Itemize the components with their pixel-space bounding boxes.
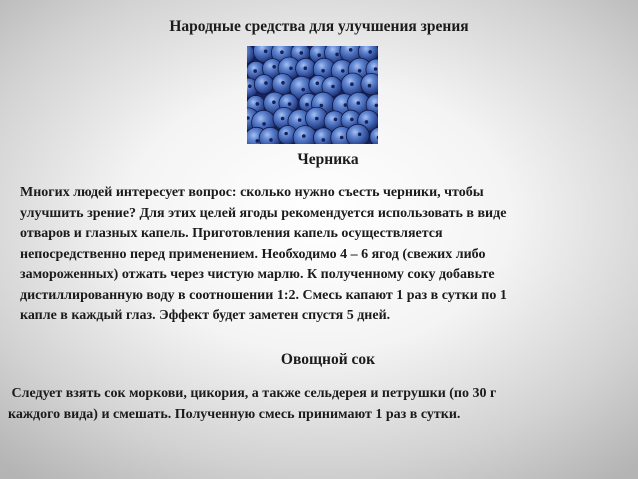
paragraph-line: Многих людей интересует вопрос: сколько нужно съесть черники, чтобы <box>20 185 484 200</box>
vegetable-juice-paragraph <box>8 384 496 425</box>
paragraph-line: замороженных) отжать через чистую марлю. К полученному соку добавьте <box>20 267 495 282</box>
paragraph-line: отваров и глазных капель. Приготовления капель осуществляется <box>20 226 443 241</box>
blueberry <box>254 75 273 94</box>
section-heading-vegetable-juice: Овощной сок <box>280 351 376 368</box>
section-heading-blueberry: Черника <box>297 151 359 168</box>
slide-title: Народные средства для улучшения зрения <box>169 18 469 35</box>
paragraph-line: непосредственно перед применением. Необходимо 4 – 6 ягод (свежих либо <box>20 246 486 262</box>
paragraph-line: улучшить зрение? Для этих целей ягоды рекомендуется использовать в виде <box>20 205 507 221</box>
paragraph-line: капле в каждый глаз. Эффект будет заметен спустя 5 дней. <box>20 308 391 323</box>
paragraph-line: Следует взять сок моркови, цикория, а также сельдерея и петрушки (по 30 г <box>8 386 497 401</box>
blueberries-photo <box>247 46 378 144</box>
blueberry <box>346 124 369 144</box>
blueberry-paragraph <box>20 183 507 327</box>
paragraph-line: каждого вида) и смешать. Полученную смесь принимают 1 раз в сутки. <box>8 406 461 422</box>
paragraph-line: дистиллированную воду в соотношении 1:2. Смесь капают 1 раз в сутки по 1 <box>20 287 507 303</box>
blueberry <box>361 73 378 94</box>
